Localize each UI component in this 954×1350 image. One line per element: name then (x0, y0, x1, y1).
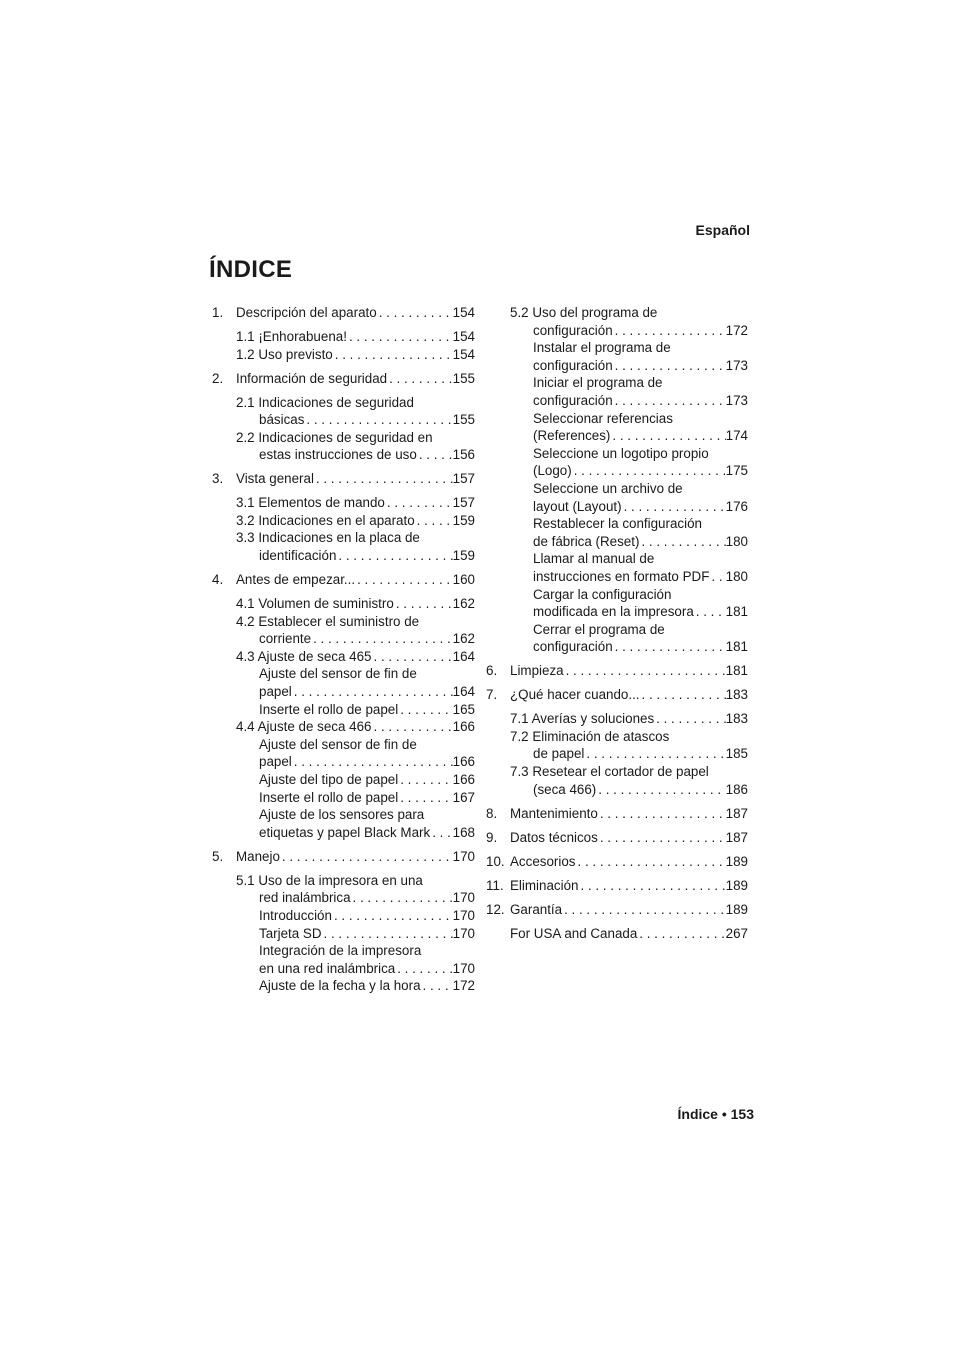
toc-entry[interactable] (212, 648, 475, 666)
toc-entry-page: 189 (725, 901, 748, 917)
toc-entry[interactable] (212, 806, 475, 824)
toc-entry-title: 5.2 Uso del programa de (510, 305, 658, 320)
toc-entry-title: Seleccione un logotipo propio (533, 445, 709, 461)
toc-leader-dots (355, 571, 453, 589)
toc-entry-number: 1. (212, 305, 224, 320)
toc-entry[interactable] (486, 568, 748, 586)
toc-entry[interactable] (486, 805, 748, 823)
toc-entry-page: 185 (725, 746, 748, 762)
toc-entry-title: Ajuste del tipo de papel (259, 771, 399, 787)
toc-entry-page: 172 (452, 978, 475, 994)
toc-entry-title: Mantenimiento (510, 805, 598, 821)
toc-entry-page: 154 (452, 346, 475, 362)
toc-entry-page: 165 (452, 701, 475, 717)
toc-entry-page: 267 (725, 925, 748, 941)
toc-entry[interactable] (486, 322, 748, 340)
toc-entry[interactable] (212, 701, 475, 719)
toc-entry[interactable] (486, 410, 748, 428)
toc-entry-page: 183 (725, 711, 748, 727)
toc-entry-title: Ajuste del sensor de fin de (259, 666, 417, 682)
toc-entry-title: Restablecer la configuración (533, 516, 702, 532)
toc-leader-dots (372, 718, 453, 736)
toc-leader-dots (417, 446, 453, 464)
toc-entry-page: 166 (452, 754, 475, 770)
toc-entry[interactable] (486, 621, 748, 639)
toc-entry-title: Cerrar el programa de (533, 621, 665, 637)
toc-entry-title: Cargar la configuración (533, 586, 672, 602)
toc-entry[interactable] (212, 942, 475, 960)
toc-leader-dots (613, 357, 726, 375)
toc-leader-dots (292, 683, 453, 701)
toc-entry[interactable] (212, 394, 475, 412)
toc-leader-dots (598, 805, 726, 823)
toc-entry[interactable] (486, 374, 748, 392)
toc-entry[interactable] (212, 824, 475, 842)
toc-entry-page: 162 (452, 631, 475, 647)
toc-entry[interactable] (486, 745, 748, 763)
toc-entry-number: 6. (486, 663, 498, 679)
toc-leader-dots (398, 789, 452, 807)
toc-leader-dots (640, 686, 726, 704)
toc-entry-page: 170 (452, 925, 475, 941)
toc-leader-dots (415, 512, 453, 530)
toc-entry[interactable] (212, 718, 475, 736)
toc-entry-title: 4.4 Ajuste de seca 466 (236, 719, 372, 735)
toc-entry[interactable] (212, 848, 475, 866)
toc-entry-title: Descripción del aparato (236, 305, 377, 320)
toc-entry[interactable] (212, 547, 475, 565)
toc-entry[interactable] (486, 901, 748, 919)
toc-entry[interactable] (486, 498, 748, 516)
toc-entry-title: instrucciones en formato PDF (533, 568, 710, 584)
toc-column-left (212, 304, 475, 995)
toc-entry[interactable] (486, 427, 748, 445)
toc-entry-title: 4.2 Establecer el suministro de (236, 613, 420, 629)
toc-entry[interactable] (212, 613, 475, 631)
toc-leader-dots (613, 638, 726, 656)
toc-entry-title: For USA and Canada (510, 925, 638, 941)
toc-entry[interactable] (486, 853, 748, 871)
page-title: ÍNDICE (209, 256, 293, 283)
toc-entry-number: 11. (486, 877, 504, 893)
toc-entry-title: Seleccionar referencias (533, 410, 673, 426)
toc-entry[interactable] (486, 638, 748, 656)
toc-entry[interactable] (212, 470, 475, 488)
toc-leader-dots (322, 925, 453, 943)
toc-entry[interactable] (486, 515, 748, 533)
toc-entry-title: Antes de empezar... (236, 572, 356, 588)
toc-entry-page: 176 (725, 498, 748, 514)
toc-entry[interactable] (486, 550, 748, 568)
toc-entry-title: Eliminación (510, 877, 579, 893)
toc-entry-page: 189 (725, 853, 748, 869)
toc-entry-page: 189 (725, 877, 748, 893)
toc-entry-page: 160 (452, 572, 475, 588)
toc-entry-title: básicas (259, 412, 305, 428)
toc-entry-number: 12. (486, 901, 505, 917)
toc-entry-number: 3. (212, 471, 224, 487)
toc-entry-title: 2.2 Indicaciones de seguridad en (236, 429, 433, 445)
toc-leader-dots (311, 630, 453, 648)
toc-entry-page: 170 (452, 907, 475, 923)
toc-entry-page: 174 (725, 428, 748, 444)
toc-entry[interactable] (212, 512, 475, 530)
toc-entry[interactable] (212, 889, 475, 907)
toc-leader-dots (377, 304, 453, 322)
toc-entry-title: Tarjeta SD (259, 925, 322, 941)
toc-entry-number: 5. (212, 848, 224, 864)
toc-leader-dots (351, 889, 453, 907)
toc-entry-title: Inserte el rollo de papel (259, 701, 399, 717)
toc-entry[interactable] (486, 445, 748, 463)
toc-entry-title: Ajuste del sensor de fin de (259, 736, 417, 752)
toc-entry-title: Ajuste de los sensores para (259, 807, 425, 823)
toc-entry-title: modificada en la impresora (533, 604, 694, 620)
toc-entry-page: 167 (452, 789, 475, 805)
toc-entry-title: estas instrucciones de uso (259, 447, 417, 463)
toc-entry-title: papel (259, 684, 292, 700)
toc-entry[interactable] (486, 603, 748, 621)
toc-entry-page: 157 (452, 471, 475, 487)
toc-leader-dots (421, 977, 453, 995)
toc-entry[interactable] (486, 728, 748, 746)
toc-entry-page: 164 (452, 684, 475, 700)
toc-entry-title: configuración (533, 322, 613, 338)
toc-entry-title: Garantía (510, 901, 563, 917)
toc-leader-dots (598, 829, 726, 847)
toc-leader-dots (394, 595, 453, 613)
toc-entry[interactable] (486, 462, 748, 480)
toc-entry[interactable] (212, 753, 475, 771)
toc-entry-title: 4.3 Ajuste de seca 465 (236, 648, 372, 664)
page-footer: Índice • 153 (677, 1106, 754, 1122)
toc-entry-page: 154 (452, 305, 475, 320)
toc-entry[interactable] (486, 304, 748, 322)
toc-entry-title: Datos técnicos (510, 829, 598, 845)
toc-entry-title: configuración (533, 357, 613, 373)
toc-entry[interactable] (486, 781, 748, 799)
toc-leader-dots (398, 771, 452, 789)
toc-leader-dots (280, 848, 453, 866)
toc-entry-page: 180 (725, 568, 748, 584)
toc-leader-dots (347, 328, 453, 346)
toc-leader-dots (304, 411, 452, 429)
toc-leader-dots (562, 901, 726, 919)
toc-entry-page: 155 (452, 370, 475, 386)
toc-entry[interactable] (212, 446, 475, 464)
toc-entry[interactable] (212, 494, 475, 512)
toc-entry[interactable] (212, 529, 475, 547)
toc-entry[interactable] (212, 736, 475, 754)
toc-entry[interactable] (212, 346, 475, 364)
toc-entry-page: 154 (452, 328, 475, 344)
toc-entry[interactable] (486, 480, 748, 498)
toc-entry-page: 172 (725, 322, 748, 338)
toc-entry[interactable] (212, 571, 475, 589)
language-label: Español (695, 222, 750, 238)
toc-entry-title: red inalámbrica (259, 890, 351, 906)
toc-entry-page: 159 (452, 548, 475, 564)
toc-entry-page: 162 (452, 596, 475, 612)
toc-entry-page: 187 (725, 805, 748, 821)
toc-entry[interactable] (212, 595, 475, 613)
toc-entry-page: 173 (725, 357, 748, 373)
toc-entry-number: 4. (212, 572, 224, 588)
toc-leader-dots (694, 603, 726, 621)
toc-entry-page: 186 (725, 781, 748, 797)
toc-entry-page: 181 (725, 604, 748, 620)
toc-entry[interactable] (212, 872, 475, 890)
toc-entry[interactable] (212, 771, 475, 789)
toc-entry-number: 9. (486, 829, 498, 845)
toc-entry-title: 7.1 Averías y soluciones (510, 711, 655, 727)
toc-entry-title: Integración de la impresora (259, 943, 422, 959)
toc-entry[interactable] (486, 877, 748, 895)
toc-entry-title: 3.3 Indicaciones en la placa de (236, 530, 420, 546)
toc-entry-page: 187 (725, 829, 748, 845)
toc-entry[interactable] (212, 960, 475, 978)
toc-entry-number: 2. (212, 370, 224, 386)
toc-entry-page: 159 (452, 512, 475, 528)
toc-leader-dots (637, 925, 725, 943)
toc-entry[interactable] (486, 829, 748, 847)
toc-entry-page: 170 (452, 960, 475, 976)
toc-entry[interactable] (212, 328, 475, 346)
toc-entry-title: 7.3 Resetear el cortador de papel (510, 764, 709, 780)
toc-entry-title: identificación (259, 548, 337, 564)
toc-entry-title: 2.1 Indicaciones de seguridad (236, 394, 414, 410)
toc-leader-dots (613, 392, 726, 410)
toc-leader-dots (572, 462, 726, 480)
toc-entry-page: 183 (725, 687, 748, 703)
toc-entry[interactable] (486, 392, 748, 410)
toc-entry-title: Iniciar el programa de (533, 375, 663, 391)
toc-leader-dots (385, 494, 453, 512)
toc-leader-dots (596, 781, 725, 799)
toc-entry-page: 156 (452, 447, 475, 463)
toc-entry-title: 5.1 Uso de la impresora en una (236, 872, 423, 888)
toc-entry-page: 181 (725, 639, 748, 655)
toc-entry[interactable] (212, 429, 475, 447)
toc-entry-title: 3.1 Elementos de mando (236, 495, 385, 511)
toc-entry-page: 166 (452, 771, 475, 787)
toc-entry-page: 166 (452, 719, 475, 735)
toc-entry-title: etiquetas y papel Black Mark (259, 824, 431, 840)
toc-entry[interactable] (212, 789, 475, 807)
toc-entry[interactable] (486, 686, 748, 704)
toc-entry[interactable] (486, 533, 748, 551)
toc-entry-number: 7. (486, 687, 498, 703)
toc-leader-dots (654, 710, 725, 728)
toc-entry[interactable] (212, 665, 475, 683)
toc-entry[interactable] (212, 925, 475, 943)
toc-entry-title: 4.1 Volumen de suministro (236, 596, 394, 612)
toc-entry[interactable] (212, 977, 475, 995)
toc-leader-dots (576, 853, 726, 871)
toc-entry-title: Ajuste de la fecha y la hora (259, 978, 421, 994)
toc-entry-title: Información de seguridad (236, 370, 388, 386)
toc-leader-dots (292, 753, 453, 771)
toc-entry[interactable] (212, 907, 475, 925)
toc-entry-title: configuración (533, 392, 613, 408)
toc-entry-title: Limpieza (510, 663, 564, 679)
toc-entry-title: papel (259, 754, 292, 770)
toc-entry[interactable] (486, 763, 748, 781)
toc-entry-title: 7.2 Eliminación de atascos (510, 728, 670, 744)
toc-entry-page: 155 (452, 412, 475, 428)
toc-leader-dots (314, 470, 453, 488)
toc-leader-dots (709, 568, 725, 586)
toc-entry-page: 170 (452, 890, 475, 906)
toc-entry-title: ¿Qué hacer cuando... (510, 687, 640, 703)
toc-entry-title: corriente (259, 631, 312, 647)
toc-leader-dots (578, 877, 725, 895)
toc-entry-title: (Logo) (533, 463, 572, 479)
toc-entry[interactable] (486, 339, 748, 357)
toc-entry-title: Accesorios (510, 853, 576, 869)
toc-entry[interactable] (486, 925, 748, 943)
toc-leader-dots (639, 533, 725, 551)
toc-leader-dots (622, 498, 726, 516)
toc-leader-dots (336, 547, 452, 565)
toc-entry-title: layout (Layout) (533, 498, 622, 514)
toc-leader-dots (372, 648, 453, 666)
toc-entry-title: (seca 466) (533, 781, 597, 797)
toc-leader-dots (430, 824, 452, 842)
toc-leader-dots (395, 960, 452, 978)
toc-leader-dots (387, 370, 453, 388)
toc-entry-page: 157 (452, 495, 475, 511)
toc-entry-title: de papel (533, 746, 585, 762)
toc-entry-title: Instalar el programa de (533, 340, 671, 356)
toc-entry[interactable] (486, 357, 748, 375)
toc-column-right (486, 304, 748, 942)
toc-entry-title: Manejo (236, 848, 280, 864)
toc-entry-page: 180 (725, 533, 748, 549)
toc-entry-title: (References) (533, 428, 611, 444)
toc-entry-title: en una red inalámbrica (259, 960, 396, 976)
toc-entry-page: 164 (452, 648, 475, 664)
toc-entry-title: 3.2 Indicaciones en el aparato (236, 512, 415, 528)
toc-leader-dots (564, 662, 726, 680)
toc-entry[interactable] (212, 304, 475, 322)
toc-entry-number: 10. (486, 853, 505, 869)
toc-entry-title: 1.1 ¡Enhorabuena! (236, 328, 347, 344)
toc-leader-dots (584, 745, 725, 763)
toc-entry-title: 1.2 Uso previsto (236, 346, 333, 362)
toc-entry-title: Vista general (236, 471, 314, 487)
toc-entry[interactable] (486, 662, 748, 680)
toc-entry-title: Llamar al manual de (533, 551, 655, 567)
toc-entry-page: 173 (725, 392, 748, 408)
toc-entry-page: 181 (725, 663, 748, 679)
toc-entry[interactable] (212, 683, 475, 701)
toc-entry-page: 168 (452, 824, 475, 840)
toc-entry-title: Inserte el rollo de papel (259, 789, 399, 805)
toc-leader-dots (610, 427, 725, 445)
toc-entry[interactable] (486, 586, 748, 604)
toc-leader-dots (333, 346, 453, 364)
toc-leader-dots (613, 322, 726, 340)
toc-entry[interactable] (212, 411, 475, 429)
toc-entry[interactable] (486, 710, 748, 728)
toc-entry[interactable] (212, 630, 475, 648)
toc-entry[interactable] (212, 370, 475, 388)
toc-entry-page: 170 (452, 848, 475, 864)
toc-entry-title: de fábrica (Reset) (533, 533, 640, 549)
toc-entry-title: Seleccione un archivo de (533, 480, 683, 496)
toc-entry-page: 175 (725, 463, 748, 479)
toc-entry-number: 8. (486, 805, 498, 821)
toc-leader-dots (398, 701, 452, 719)
toc-entry-title: Introducción (259, 907, 332, 923)
toc-leader-dots (332, 907, 453, 925)
toc-entry-title: configuración (533, 639, 613, 655)
